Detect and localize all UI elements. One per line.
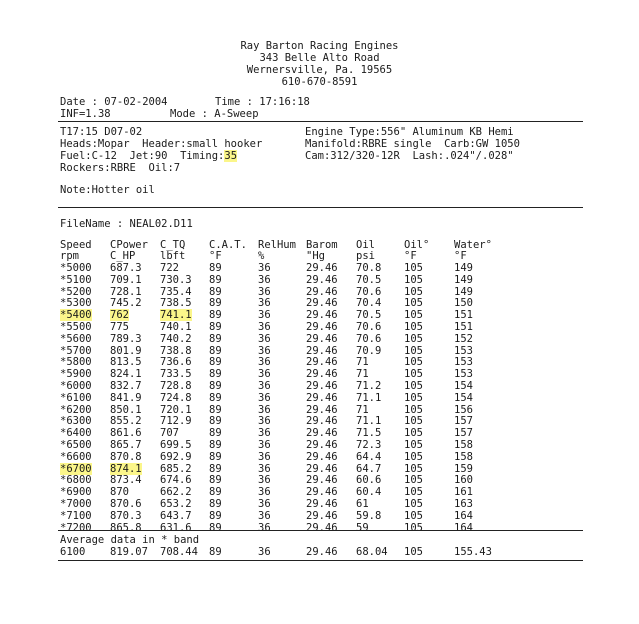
cell-oil-psi: 72.3 — [356, 439, 382, 451]
header-oil-psi-unit: psi — [356, 250, 375, 262]
cell-relhum: 36 — [258, 262, 271, 274]
cell-water-temp: 151 — [454, 321, 473, 333]
company-street: 343 Belle Alto Road — [259, 52, 380, 64]
divider — [58, 530, 583, 531]
cell-barom: 29.46 — [306, 309, 338, 322]
cell-barom: 29.46 — [306, 521, 338, 534]
cell-water-temp: 158 — [454, 439, 473, 451]
cell-oil-psi: 70.8 — [356, 262, 382, 274]
cell-relhum: 36 — [258, 521, 271, 534]
header-speed-unit: rpm — [60, 250, 79, 262]
cell-barom: 29.46 — [306, 474, 338, 487]
header-relhum-unit: % — [258, 250, 265, 262]
cell-ctq: 736.6 — [160, 356, 192, 369]
cell-oil-temp: 105 — [404, 391, 423, 404]
cell-speed: *6500 — [60, 439, 92, 451]
cell-barom: 29.46 — [306, 356, 338, 369]
cell-oil-temp: 105 — [404, 474, 423, 487]
cell-oil-temp: 105 — [404, 427, 423, 440]
header-water-temp-unit: °F — [454, 250, 467, 262]
cell-barom: 29.46 — [306, 391, 338, 404]
cell-cat: 89 — [209, 321, 222, 333]
company-city: Wernersville, Pa. 19565 — [246, 64, 393, 76]
cell-relhum: 36 — [258, 344, 271, 357]
cell-relhum: 36 — [258, 450, 271, 463]
cell-oil-temp: 105 — [404, 309, 423, 322]
cell-ctq: 733.5 — [160, 368, 192, 381]
average-label: Average data in * band — [60, 534, 200, 546]
run-time: Time : 17:16:18 — [215, 96, 310, 108]
header-cat: C.A.T. — [209, 239, 247, 251]
cell-cpower: 865.8 — [110, 521, 142, 534]
cell-speed: *5100 — [60, 273, 92, 286]
cell-relhum: 36 — [258, 462, 271, 475]
cell-relhum: 36 — [258, 321, 271, 333]
cell-barom: 29.46 — [306, 498, 338, 510]
cell-oil-psi: 70.6 — [356, 321, 382, 333]
cell-ctq: 712.9 — [160, 415, 192, 428]
cell-oil-temp: 105 — [404, 486, 423, 499]
cell-oil-temp: 105 — [404, 368, 423, 381]
run-inf: INF=1.38 — [60, 108, 111, 120]
cell-relhum: 36 — [258, 368, 271, 381]
cell-oil-psi: 71.5 — [356, 427, 382, 440]
cell-water-temp: 157 — [454, 415, 473, 428]
cell-water-temp: 149 — [454, 273, 473, 286]
cell-speed: *6700 — [60, 462, 92, 475]
cell-oil-psi: 71 — [356, 368, 369, 381]
header-barom-unit: "Hg — [306, 250, 325, 262]
cell-ctq: 728.8 — [160, 380, 192, 392]
cell-cat: 89 — [209, 391, 222, 404]
cell-cat: 89 — [209, 486, 222, 499]
cell-barom: 29.46 — [306, 462, 338, 475]
cell-cpower: 832.7 — [110, 380, 142, 392]
cell-water-temp: 151 — [454, 309, 473, 322]
config-left-4: Rockers:RBRE Oil:7 — [60, 162, 181, 174]
cell-water-temp: 153 — [454, 344, 473, 357]
header-cpower-unit: C_HP — [110, 250, 136, 262]
cell-barom: 29.46 — [306, 439, 338, 451]
cell-speed: *7000 — [60, 498, 92, 510]
cell-speed: *5900 — [60, 368, 92, 381]
cell-speed: *7200 — [60, 521, 92, 534]
cell-cat: 89 — [209, 368, 222, 381]
config-left-2: Heads:Mopar Header:small hooker — [60, 138, 263, 150]
cell-cat: 89 — [209, 403, 222, 416]
cell-ctq: 643.7 — [160, 509, 192, 522]
cell-water-temp: 164 — [454, 509, 473, 522]
cell-cat: 89 — [209, 498, 222, 510]
cell-oil-psi: 71.1 — [356, 391, 382, 404]
cell-relhum: 36 — [258, 498, 271, 510]
cell-water-temp: 156 — [454, 403, 473, 416]
config-right-1: Engine Type:556" Aluminum KB Hemi — [305, 126, 514, 138]
config-left-3: Fuel:C-12 Jet:90 Timing:35 — [60, 150, 238, 162]
cell-oil-temp: 105 — [404, 380, 423, 392]
cell-cpower: 841.9 — [110, 391, 142, 404]
cell-relhum: 36 — [258, 356, 271, 369]
cell-speed: *6000 — [60, 380, 92, 392]
cell-speed: *6200 — [60, 403, 92, 416]
cell-speed: *5000 — [60, 262, 92, 274]
cell-speed: *6300 — [60, 415, 92, 428]
avg-ctq: 708.44 — [160, 546, 198, 558]
cell-water-temp: 153 — [454, 368, 473, 381]
header-barom: Barom — [306, 239, 338, 251]
cell-cpower: 762 — [110, 309, 129, 322]
cell-ctq: 741.1 — [160, 309, 192, 322]
cell-ctq: 738.5 — [160, 297, 192, 310]
cell-barom: 29.46 — [306, 285, 338, 298]
cell-water-temp: 157 — [454, 427, 473, 440]
header-water-temp: Water° — [454, 239, 492, 251]
cell-speed: *5800 — [60, 356, 92, 369]
cell-relhum: 36 — [258, 309, 271, 322]
cell-oil-temp: 105 — [404, 321, 423, 333]
cell-ctq: 730.3 — [160, 273, 192, 286]
cell-cat: 89 — [209, 521, 222, 534]
config-right-2: Manifold:RBRE single Carb:GW 1050 — [305, 138, 520, 150]
cell-relhum: 36 — [258, 403, 271, 416]
cell-oil-temp: 105 — [404, 332, 423, 345]
cell-cpower: 687.3 — [110, 262, 142, 274]
cell-relhum: 36 — [258, 285, 271, 298]
cell-cpower: 824.1 — [110, 368, 142, 381]
header-speed: Speed — [60, 239, 92, 251]
cell-speed: *5700 — [60, 344, 92, 357]
timing-value: 35 — [224, 150, 238, 162]
cell-ctq: 740.2 — [160, 332, 192, 345]
cell-barom: 29.46 — [306, 403, 338, 416]
cell-oil-psi: 61 — [356, 498, 369, 510]
cell-relhum: 36 — [258, 273, 271, 286]
cell-water-temp: 149 — [454, 262, 473, 274]
cell-barom: 29.46 — [306, 509, 338, 522]
cell-oil-psi: 70.4 — [356, 297, 382, 310]
cell-oil-temp: 105 — [404, 462, 423, 475]
cell-water-temp: 161 — [454, 486, 473, 499]
header-relhum: RelHum — [258, 239, 296, 251]
cell-speed: *7100 — [60, 509, 92, 522]
cell-barom: 29.46 — [306, 368, 338, 381]
cell-ctq: 738.8 — [160, 344, 192, 357]
cell-relhum: 36 — [258, 439, 271, 451]
cell-oil-temp: 105 — [404, 262, 423, 274]
cell-water-temp: 150 — [454, 297, 473, 310]
cell-relhum: 36 — [258, 427, 271, 440]
cell-relhum: 36 — [258, 415, 271, 428]
run-date: Date : 07-02-2004 — [60, 96, 168, 108]
company-phone: 610-670-8591 — [281, 76, 358, 88]
cell-ctq: 724.8 — [160, 391, 192, 404]
cell-oil-psi: 71 — [356, 356, 369, 369]
cell-cat: 89 — [209, 427, 222, 440]
cell-oil-psi: 64.4 — [356, 450, 382, 463]
cell-relhum: 36 — [258, 391, 271, 404]
cell-barom: 29.46 — [306, 321, 338, 333]
cell-oil-psi: 70.9 — [356, 344, 382, 357]
header-oil-temp-unit: °F — [404, 250, 417, 262]
cell-cpower: 870 — [110, 486, 129, 499]
cell-barom: 29.46 — [306, 380, 338, 392]
cell-cpower: 728.1 — [110, 285, 142, 298]
cell-oil-temp: 105 — [404, 344, 423, 357]
cell-oil-temp: 105 — [404, 403, 423, 416]
cell-relhum: 36 — [258, 380, 271, 392]
cell-cpower: 870.3 — [110, 509, 142, 522]
avg-barom: 29.46 — [306, 546, 338, 558]
cell-barom: 29.46 — [306, 415, 338, 428]
avg-cat: 89 — [209, 546, 222, 558]
cell-relhum: 36 — [258, 332, 271, 345]
cell-cat: 89 — [209, 462, 222, 475]
cell-water-temp: 163 — [454, 498, 473, 510]
cell-cpower: 850.1 — [110, 403, 142, 416]
cell-water-temp: 164 — [454, 521, 473, 534]
cell-cat: 89 — [209, 344, 222, 357]
cell-ctq: 720.1 — [160, 403, 192, 416]
cell-relhum: 36 — [258, 474, 271, 487]
cell-ctq: 735.4 — [160, 285, 192, 298]
cell-speed: *5500 — [60, 321, 92, 333]
avg-oil-temp: 105 — [404, 546, 423, 558]
cell-relhum: 36 — [258, 486, 271, 499]
cell-barom: 29.46 — [306, 427, 338, 440]
avg-relhum: 36 — [258, 546, 271, 558]
cell-oil-psi: 59.8 — [356, 509, 382, 522]
cell-oil-psi: 59 — [356, 521, 369, 534]
header-oil-temp: Oil° — [404, 239, 430, 251]
cell-barom: 29.46 — [306, 273, 338, 286]
cell-oil-psi: 70.5 — [356, 273, 382, 286]
cell-cat: 89 — [209, 474, 222, 487]
cell-oil-psi: 64.7 — [356, 462, 382, 475]
header-cat-unit: °F — [209, 250, 222, 262]
cell-water-temp: 158 — [454, 450, 473, 463]
cell-oil-temp: 105 — [404, 273, 423, 286]
cell-oil-temp: 105 — [404, 415, 423, 428]
run-mode: Mode : A-Sweep — [170, 108, 259, 120]
cell-water-temp: 149 — [454, 285, 473, 298]
cell-oil-psi: 70.6 — [356, 285, 382, 298]
cell-water-temp: 159 — [454, 462, 473, 475]
cell-ctq: 692.9 — [160, 450, 192, 463]
filename: FileName : NEAL02.D11 — [60, 218, 193, 230]
cell-oil-temp: 105 — [404, 297, 423, 310]
cell-barom: 29.46 — [306, 332, 338, 345]
cell-speed: *6800 — [60, 474, 92, 487]
cell-cpower: 745.2 — [110, 297, 142, 310]
cell-speed: *5600 — [60, 332, 92, 345]
cell-speed: *5300 — [60, 297, 92, 310]
cell-relhum: 36 — [258, 297, 271, 310]
cell-ctq: 699.5 — [160, 439, 192, 451]
cell-cat: 89 — [209, 297, 222, 310]
divider — [58, 207, 583, 208]
divider — [58, 121, 583, 122]
cell-oil-psi: 71.1 — [356, 415, 382, 428]
cell-oil-psi: 70.6 — [356, 332, 382, 345]
divider — [58, 560, 583, 561]
cell-ctq: 707 — [160, 427, 179, 440]
cell-cpower: 855.2 — [110, 415, 142, 428]
cell-water-temp: 152 — [454, 332, 473, 345]
cell-ctq: 674.6 — [160, 474, 192, 487]
cell-oil-psi: 60.6 — [356, 474, 382, 487]
config-right-3: Cam:312/320-12R Lash:.024"/.028" — [305, 150, 514, 162]
cell-oil-psi: 71.2 — [356, 380, 382, 392]
cell-cpower: 870.6 — [110, 498, 142, 510]
cell-cat: 89 — [209, 309, 222, 322]
config-left-1: T17:15 D07-02 — [60, 126, 143, 138]
cell-oil-psi: 60.4 — [356, 486, 382, 499]
cell-cat: 89 — [209, 439, 222, 451]
avg-speed: 6100 — [60, 546, 86, 558]
cell-speed: *6400 — [60, 427, 92, 440]
cell-relhum: 36 — [258, 509, 271, 522]
cell-oil-psi: 71 — [356, 403, 369, 416]
cell-oil-temp: 105 — [404, 356, 423, 369]
cell-speed: *5400 — [60, 309, 92, 322]
cell-barom: 29.46 — [306, 486, 338, 499]
cell-cpower: 870.8 — [110, 450, 142, 463]
cell-oil-temp: 105 — [404, 285, 423, 298]
cell-oil-temp: 105 — [404, 509, 423, 522]
cell-oil-temp: 105 — [404, 439, 423, 451]
header-ctq-unit: lbft — [160, 250, 186, 262]
cell-cpower: 813.5 — [110, 356, 142, 369]
cell-barom: 29.46 — [306, 297, 338, 310]
cell-cat: 89 — [209, 262, 222, 274]
cell-water-temp: 154 — [454, 380, 473, 392]
cell-cpower: 775 — [110, 321, 129, 333]
cell-water-temp: 153 — [454, 356, 473, 369]
cell-cat: 89 — [209, 380, 222, 392]
cell-cat: 89 — [209, 285, 222, 298]
cell-oil-psi: 70.5 — [356, 309, 382, 322]
cell-oil-temp: 105 — [404, 498, 423, 510]
cell-cpower: 861.6 — [110, 427, 142, 440]
cell-ctq: 685.2 — [160, 462, 192, 475]
cell-water-temp: 160 — [454, 474, 473, 487]
cell-ctq: 662.2 — [160, 486, 192, 499]
note: Note:Hotter oil — [60, 184, 155, 196]
cell-cat: 89 — [209, 415, 222, 428]
cell-cat: 89 — [209, 356, 222, 369]
cell-cpower: 865.7 — [110, 439, 142, 451]
cell-barom: 29.46 — [306, 344, 338, 357]
cell-cpower: 873.4 — [110, 474, 142, 487]
cell-speed: *5200 — [60, 285, 92, 298]
cell-cat: 89 — [209, 450, 222, 463]
cell-oil-temp: 105 — [404, 450, 423, 463]
cell-ctq: 631.6 — [160, 521, 192, 534]
header-cpower: CPower — [110, 239, 148, 251]
cell-cat: 89 — [209, 332, 222, 345]
cell-speed: *6900 — [60, 486, 92, 499]
cell-cat: 89 — [209, 509, 222, 522]
cell-speed: *6600 — [60, 450, 92, 463]
cell-cat: 89 — [209, 273, 222, 286]
cell-oil-temp: 105 — [404, 521, 423, 534]
cell-cpower: 801.9 — [110, 344, 142, 357]
cell-ctq: 740.1 — [160, 321, 192, 333]
cell-barom: 29.46 — [306, 262, 338, 274]
avg-oil-psi: 68.04 — [356, 546, 388, 558]
header-oil-psi: Oil — [356, 239, 375, 251]
cell-cpower: 789.3 — [110, 332, 142, 345]
avg-cpower: 819.07 — [110, 546, 148, 558]
cell-ctq: 653.2 — [160, 498, 192, 510]
avg-water-temp: 155.43 — [454, 546, 492, 558]
cell-cpower: 709.1 — [110, 273, 142, 286]
company-name: Ray Barton Racing Engines — [240, 40, 399, 52]
cell-ctq: 722 — [160, 262, 179, 274]
header-ctq: C_TQ — [160, 239, 186, 251]
cell-cpower: 874.1 — [110, 462, 142, 475]
cell-speed: *6100 — [60, 391, 92, 404]
cell-barom: 29.46 — [306, 450, 338, 463]
cell-water-temp: 154 — [454, 391, 473, 404]
